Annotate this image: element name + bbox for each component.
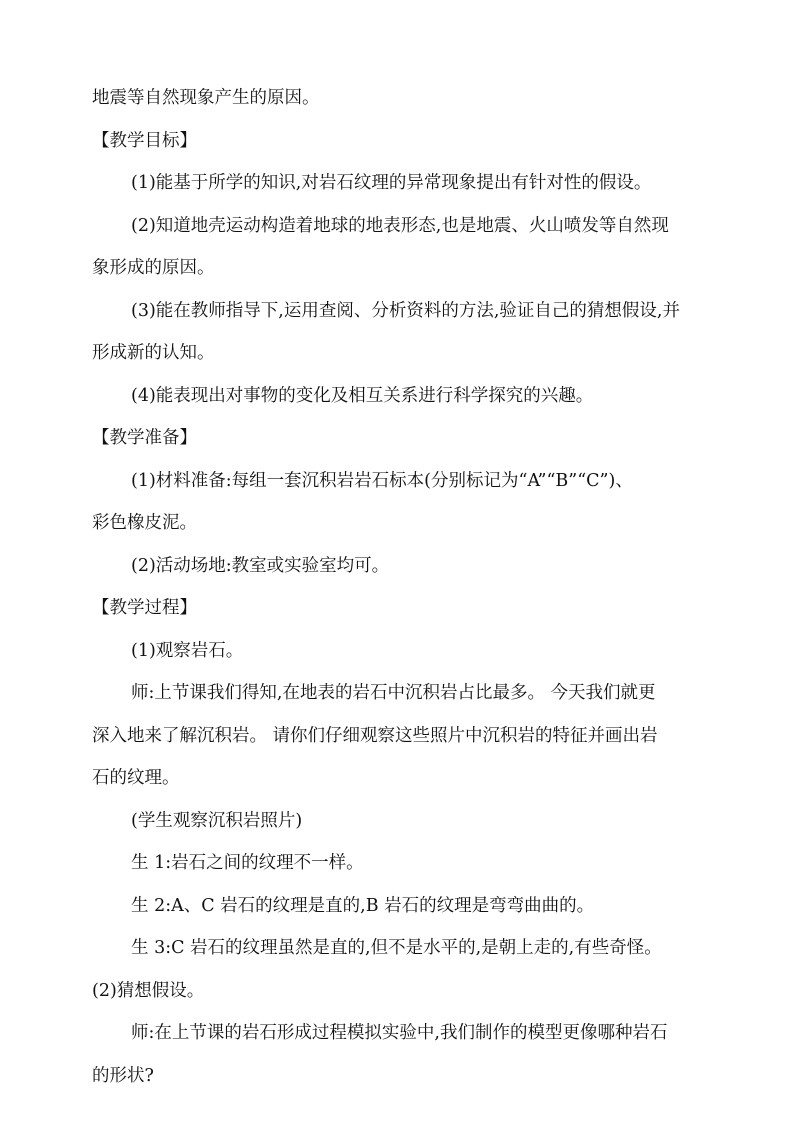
teacher-remark-1: 师:上节课我们得知,在地表的岩石中沉积岩占比最多。 今天我们就更 (131, 683, 656, 703)
goal-item-4: (4)能表现出对事物的变化及相互关系进行科学探究的兴趣。 (131, 386, 594, 406)
teacher-remark-2-continuation: 的形状? (92, 1066, 154, 1086)
student-activity-note: (学生观察沉积岩照片) (131, 811, 303, 831)
goal-item-2: (2)知道地壳运动构造着地球的地表形态,也是地震、火山喷发等自然现 (131, 216, 669, 236)
section-heading-teaching-preparation: 【教学准备】 (92, 428, 197, 448)
teacher-remark-1-end: 石的纹理。 (92, 768, 180, 788)
paragraph-continuation: 地震等自然现象产生的原因。 (92, 88, 320, 108)
student-answer-1: 生 1:岩石之间的纹理不一样。 (131, 853, 364, 873)
student-answer-3: 生 3:C 岩石的纹理虽然是直的,但不是水平的,是朝上走的,有些奇怪。 (131, 938, 662, 958)
preparation-item-1-continuation: 彩色橡皮泥。 (92, 513, 197, 533)
student-answer-2: 生 2:A、C 岩石的纹理是直的,B 岩石的纹理是弯弯曲曲的。 (131, 896, 595, 916)
goal-item-1: (1)能基于所学的知识,对岩石纹理的异常现象提出有针对性的假设。 (131, 173, 652, 193)
goal-item-2-continuation: 象形成的原因。 (92, 258, 215, 278)
preparation-item-1: (1)材料准备:每组一套沉积岩岩石标本(分别标记为“A”“B”“C”)、 (131, 471, 633, 491)
section-heading-teaching-process: 【教学过程】 (92, 598, 197, 618)
goal-item-3: (3)能在教师指导下,运用查阅、分析资料的方法,验证自己的猜想假设,并 (131, 301, 680, 321)
teacher-remark-2: 师:在上节课的岩石形成过程模拟实验中,我们制作的模型更像哪种岩石 (131, 1023, 668, 1043)
process-step-2: (2)猜想假设。 (92, 981, 205, 1001)
goal-item-3-continuation: 形成新的认知。 (92, 343, 215, 363)
process-step-1: (1)观察岩石。 (131, 641, 244, 661)
teacher-remark-1-continuation: 深入地来了解沉积岩。 请你们仔细观察这些照片中沉积岩的特征并画出岩 (92, 726, 658, 746)
section-heading-teaching-goals: 【教学目标】 (92, 131, 197, 151)
preparation-item-2: (2)活动场地:教室或实验室均可。 (131, 556, 390, 576)
